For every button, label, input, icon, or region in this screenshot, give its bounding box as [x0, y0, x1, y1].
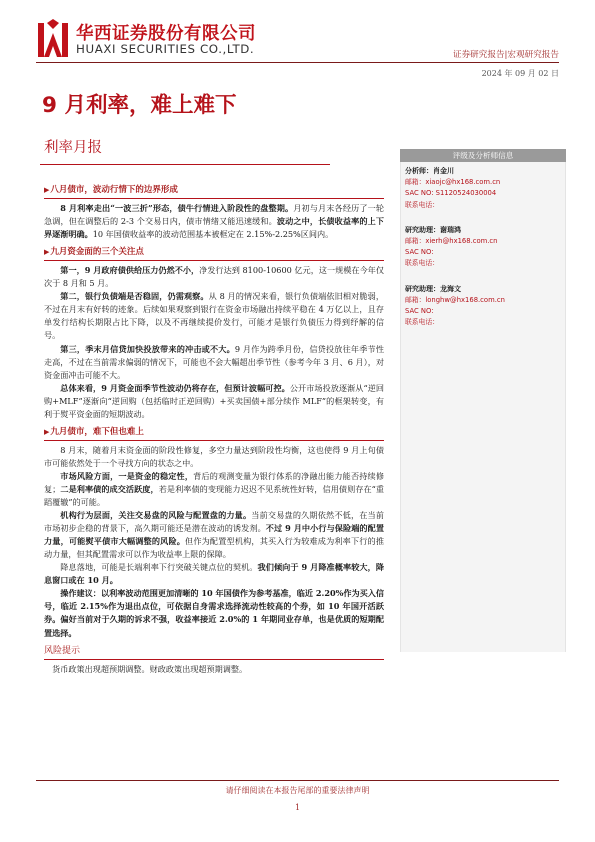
analyst-sac: SAC NO: S1120524030004	[405, 189, 497, 198]
footer-divider	[36, 780, 559, 781]
report-subtitle: 利率月报	[44, 140, 102, 156]
analyst-block	[405, 225, 565, 270]
report-date: 2024 年 09 月 02 日	[481, 69, 559, 78]
section-divider	[44, 440, 384, 441]
analyst-phone: 联系电话：	[405, 318, 439, 327]
section-heading: ▶九月资金面的三个关注点	[44, 247, 144, 258]
analyst-sidebar	[400, 149, 566, 652]
header-divider	[36, 62, 559, 63]
paragraph: 市场风险方面，一是资金的稳定性，背后的观测变量为银行体系的净融出能力能否持续修复；二是利率债的成交活跃度，若是利率债的变现能力迟迟不见系统性好转，信用债则存在“重蹈覆辙”的可能。	[44, 470, 384, 508]
bullet-arrow-icon: ▶	[44, 247, 50, 257]
analyst-phone: 联系电话：	[405, 259, 439, 268]
main-content	[44, 183, 384, 676]
paragraph: 降息落地，可能是长端利率下行突破关键点位的契机。我们倾向于 9 月降准概率较大，降息窗口或在 10 月。	[44, 562, 384, 586]
company-name-en: HUAXI SECURITIES CO.,LTD.	[76, 42, 255, 56]
analyst-email[interactable]: 邮箱：xiaojc@hx168.com.cn	[405, 178, 501, 187]
paragraph: 第一，9 月政府债供给压力仍然不小，净发行达到 8100-10600 亿元，这一规模在今年仅次于 8 月和 5 月。	[44, 265, 384, 289]
analyst-name: 肖金川	[433, 167, 454, 175]
analyst-block	[405, 166, 565, 211]
paragraph: 第二，银行负债端是否稳固，仍需观察。从 8 月的情况来看，银行负债端依旧相对脆弱，不过在月末有好转的迹象。后续如果观察到银行在资金市场融出持续平稳在 4 万亿以上，且存单发行结构长期限占比下降，以及不再继续提价发行，可能才是银行负债压力得到纾解的信号。	[44, 291, 384, 341]
page-number: 1	[294, 803, 301, 812]
section-divider	[44, 198, 384, 199]
legal-notice: 请仔细阅读在本报告尾部的重要法律声明	[225, 786, 370, 795]
subtitle-divider	[40, 164, 330, 165]
risk-heading: 风险提示	[44, 645, 81, 656]
analyst-role: 研究助理：谢瑞鸿	[405, 225, 461, 234]
sidebar-heading: 评级及分析师信息	[400, 149, 566, 162]
section-divider	[44, 260, 384, 261]
company-name-cn: 华西证券股份有限公司	[76, 24, 256, 44]
analyst-role: 分析师：肖金川	[405, 167, 454, 175]
risk-body: 货币政策出现超预期调整。财政政策出现超预期调整。	[52, 663, 248, 674]
paragraph: 第三，季末月信贷加快投放带来的冲击或不大。9 月作为跨季月份，信贷投放往年季节性走高，不过在当前需求偏弱的情况下，可能也不会大幅超出季节性（参考今年 3 月、6 月），对资金面冲击可能不大。	[44, 343, 384, 380]
analyst-email[interactable]: 邮箱：longhw@hx168.com.cn	[405, 295, 505, 304]
analyst-sac: SAC NO:	[405, 248, 434, 257]
analyst-name: 谢瑞鸿	[440, 225, 461, 234]
analyst-email[interactable]: 邮箱：xierh@hx168.com.cn	[405, 237, 498, 246]
paragraph: 总体来看，9 月资金面季节性波动仍将存在，但预计波幅可控。公开市场投放逐渐从“逆回购+MLF”逐渐向“逆回购（包括临时正逆回购）+买卖国债+部分续作 MLF”的框架转变，有利于熨平资金面的短期波动。	[44, 382, 385, 419]
section-divider	[44, 659, 384, 660]
report-type: 证券研究报告|宏观研究报告	[452, 50, 559, 60]
analyst-phone: 联系电话：	[405, 200, 439, 209]
paragraph: 机构行为层面，关注交易盘的风险与配置盘的力量。当前交易盘的久期依然不低，在当前市场初步企稳的背景下，高久期可能还是潜在波动的诱发剂。不过 9 月中小行与保险端的配置力量，可能熨平债市大幅调整的风险。但作为配置型机构，其买入行为较难成为利率下行的推动力量，但其配置需求可以作为收益率上限的保障。	[44, 510, 384, 560]
paragraph: 操作建议：以利率波动范围更加清晰的 10 年国债作为参考基准，临近 2.20%作为买入信号，临近 2.15%作为退出点位，可依据自身需求选择流动性较高的个券，如 10 年国开活跃券。偏好当前对于久期的诉求不强，收益率接近 2.0%的 1 年期同业存单，也是优质的短期配置选择。	[44, 588, 384, 638]
paragraph: 8 月利率走出“一波三折”形态，债牛行情进入阶段性的盘整期。月初与月末各经历了一轮急调，但在调整后的 2-3 个交易日内，债市情绪又能迅速缓和。波动之中，长债收益率的上下界逐渐明确。10 年国债收益率的波动范围基本被框定在 2.15%-2.25%区间内。	[44, 203, 384, 240]
analyst-sac: SAC NO:	[405, 307, 434, 316]
section-heading: ▶九月债市，难下但也难上	[44, 426, 144, 437]
huaxi-logo-icon	[38, 19, 68, 57]
bullet-arrow-icon: ▶	[44, 426, 50, 436]
bullet-arrow-icon: ▶	[44, 185, 50, 194]
section-heading: ▶八月债市，波动行情下的边界形成	[44, 185, 178, 195]
analyst-block	[405, 284, 565, 329]
analyst-role: 研究助理：龙海文	[405, 284, 461, 293]
paragraph: 8 月末，随着月末资金面的阶段性修复，多空力量达到阶段性均衡，这也使得 9 月上旬债市可能依然处于一个寻找方向的状态之中。	[44, 444, 384, 468]
report-title: 9 月利率，难上难下	[42, 93, 237, 118]
sidebar-body	[400, 162, 566, 652]
analyst-name: 龙海文	[440, 284, 461, 293]
